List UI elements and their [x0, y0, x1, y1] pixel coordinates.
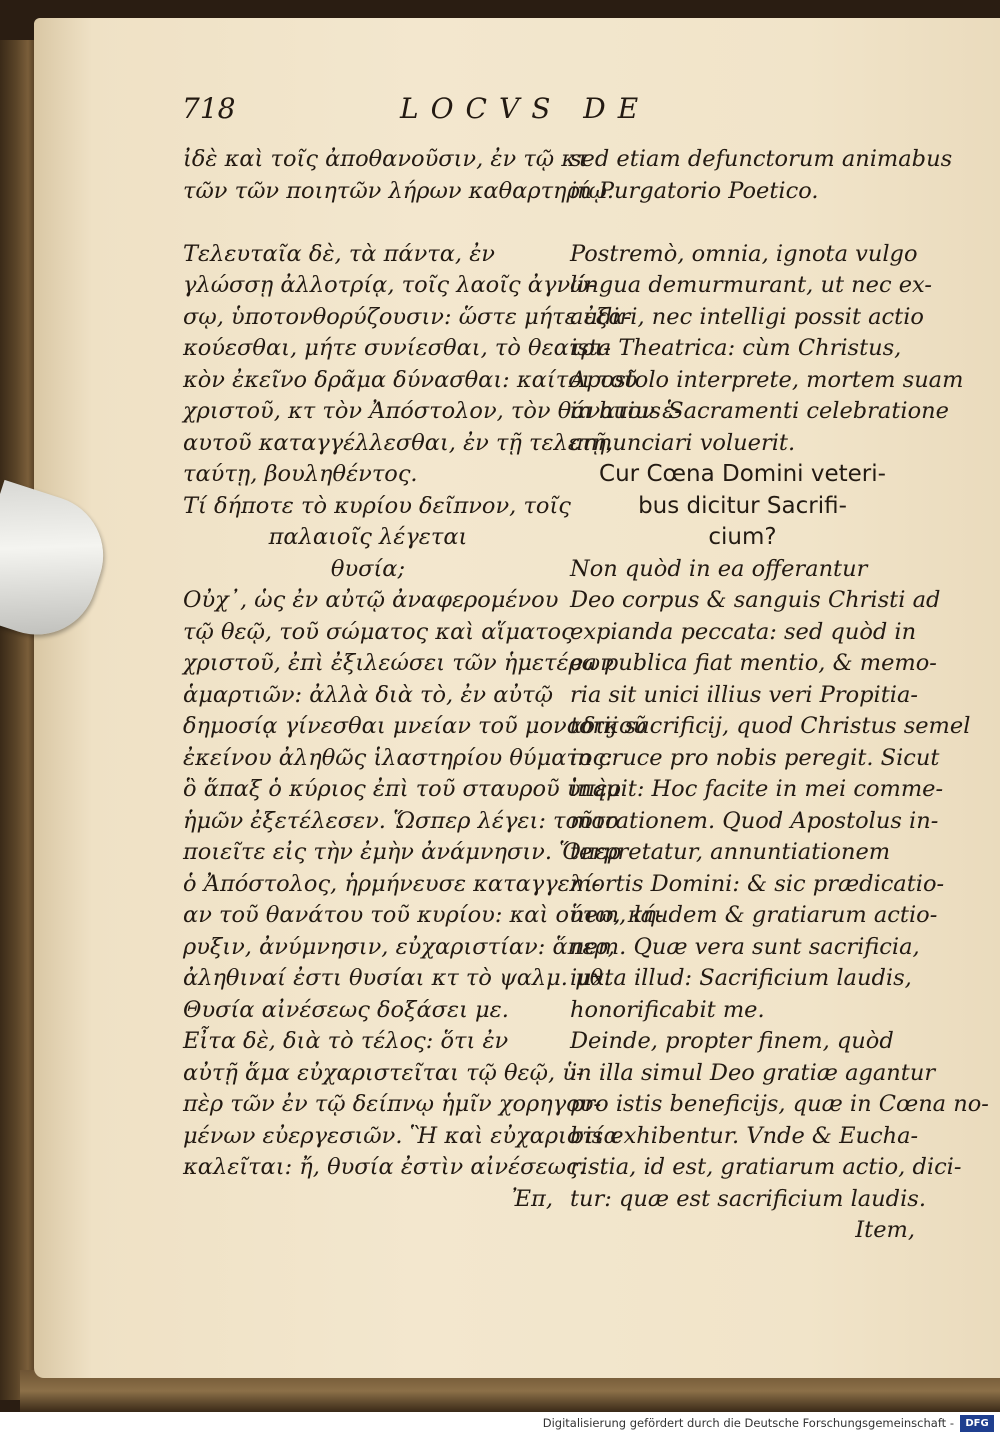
dfg-logo: DFG: [960, 1415, 994, 1432]
latin-text-line: in Purgatorio Poetico.: [570, 177, 819, 204]
greek-text-line: ἰδὲ καὶ τοῖς ἀποθανοῦσιν, ἐν τῷ κτ: [183, 146, 589, 172]
greek-text-line: γλώσσῃ ἀλλοτρίᾳ, τοῖς λαοῖς ἀγνώ-: [183, 272, 597, 298]
latin-text-line: iuxta illud: Sacrificium laudis,: [570, 965, 912, 991]
catchword: Item,: [855, 1217, 915, 1243]
section-heading-line: bus dicitur Sacrifi-: [638, 492, 847, 519]
latin-text-line: morationem. Quod Apostolus in-: [570, 807, 939, 834]
greek-text-line: Τί δήποτε τὸ κυρίου δεῖπνον, τοῖς: [183, 492, 571, 519]
greek-text-line: χριστοῦ, ἐπὶ ἐξιλεώσει τῶν ἡμετέρων: [183, 650, 614, 676]
greek-text-line: ἐκείνου ἀληθῶς ἱλαστηρίου θύματος:: [183, 744, 613, 771]
latin-text-line: terpretatur, annuntiationem: [570, 839, 891, 865]
greek-text-line: Οὐχ᾽, ὡς ἐν αὐτῷ ἀναφερομένου: [183, 587, 559, 613]
page-number: 718: [182, 92, 236, 125]
latin-text-line: in cruce pro nobis peregit. Sicut: [570, 744, 940, 771]
latin-text-line: tur: quæ est sacrificium laudis.: [570, 1185, 926, 1212]
latin-text-line: ristia, id est, gratiarum actio, dici-: [570, 1154, 962, 1180]
greek-text-line: θυσία;: [330, 555, 406, 582]
page-header: [0, 92, 1000, 132]
latin-text-line: mortis Domini: & sic prædicatio-: [570, 870, 945, 897]
latin-text-line: Non quòd in ea offerantur: [570, 555, 868, 582]
greek-text-line: αὐτῇ ἅμα εὐχαριστεῖται τῷ θεῷ, ὑ-: [183, 1059, 584, 1086]
greek-text-line: Θυσία αἰνέσεως δοξάσει με.: [183, 996, 509, 1023]
greek-text-line: χριστοῦ, κτ τὸν Ἀπόστολον, τὸν θάνατον ἑ-: [183, 398, 682, 424]
latin-text-line: in illa simul Deo gratiæ agantur: [570, 1059, 936, 1086]
greek-text-line: μένων εὐεργεσιῶν. Ἣ καὶ εὐχαριστία: [183, 1122, 619, 1149]
greek-text-line: ἡμῶν ἐξετέλεσεν. Ὥσπερ λέγει: τοῦτο: [183, 807, 619, 834]
latin-text-line: ria sit unici illius veri Propitia-: [570, 681, 918, 708]
latin-text-line: Deo corpus & sanguis Christi ad: [570, 587, 941, 613]
greek-text-line: [183, 207, 553, 239]
greek-text-line: αυτοῦ καταγγέλλεσθαι, ἐν τῇ τελετῇ,: [183, 429, 613, 456]
latin-text-line: inquit: Hoc facite in mei comme-: [570, 776, 944, 802]
latin-text-line: Apostolo interprete, mortem suam: [570, 366, 964, 393]
greek-text-line: ὁ Ἀπόστολος, ἡρμήνευσε καταγγελί-: [183, 870, 601, 897]
greek-text-line: Τελευταῖα δὲ, τὰ πάντα, ἐν: [183, 240, 495, 267]
section-heading-line: Cur Cœna Domini veteri-: [599, 461, 886, 487]
latin-text-line: expianda peccata: sed quòd in: [570, 618, 917, 645]
greek-text-line: τῶν τῶν ποιητῶν λήρων καθαρτηρίῳ.: [183, 177, 615, 204]
greek-text-line: ποιεῖτε εἰς τὴν ἐμὴν ἀνάμνησιν. Ὅπερ: [183, 839, 621, 865]
latin-text-line: Deinde, propter finem, quòd: [570, 1028, 894, 1054]
latin-text-line: in huius Sacramenti celebratione: [570, 398, 949, 424]
greek-text-line: αν τοῦ θανάτου τοῦ κυρίου: καὶ οὕτω, κή-: [183, 902, 664, 928]
greek-text-line: κὸν ἐκεῖνο δρᾶμα δύνασθαι: καίτοι τοῦ: [183, 366, 638, 393]
greek-text-line: ρυξιν, ἀνύμνησιν, εὐχαριστίαν: ἅπερ,: [183, 933, 615, 960]
greek-text-line: Εἶτα δὲ, διὰ τὸ τέλος: ὅτι ἐν: [183, 1028, 509, 1054]
greek-text-line: σῳ, ὑποτονθορύζουσιν: ὥστε μήτε ἐξα-: [183, 303, 632, 330]
latin-text-line: lingua demurmurant, ut nec ex-: [570, 272, 932, 298]
latin-text-line: bis exhibentur. Vnde & Eucha-: [570, 1122, 919, 1149]
latin-text-line: pro istis beneficijs, quæ in Cœna no-: [570, 1091, 989, 1117]
greek-text-line: δημοσίᾳ γίνεσθαι μνείαν τοῦ μοναδικοῦ: [183, 713, 647, 739]
latin-text-line: Postremò, omnia, ignota vulgo: [570, 240, 918, 267]
catchword: Ἐπ,: [511, 1185, 553, 1212]
latin-text-line: ea publica fiat mentio, & memo-: [570, 650, 937, 676]
greek-text-line: παλαιοῖς λέγεται: [268, 524, 468, 550]
latin-column: [570, 144, 989, 1247]
greek-text-line: ὃ ἅπαξ ὁ κύριος ἐπὶ τοῦ σταυροῦ ὑπὲρ: [183, 776, 621, 802]
greek-text-line: καλεῖται: ἤ, θυσία ἐστὶν αἰνέσεως.: [183, 1154, 586, 1180]
greek-text-line: ἁμαρτιῶν: ἀλλὰ διὰ τὸ, ἐν αὐτῷ: [183, 681, 553, 708]
section-heading-line: cium?: [708, 524, 777, 550]
running-title: LOCVS DE: [400, 92, 651, 125]
latin-text-line: torij sacrificij, quod Christus semel: [570, 713, 971, 739]
footer-bar: [0, 1412, 1000, 1436]
latin-text-line: ista Theatrica: cùm Christus,: [570, 335, 902, 361]
greek-text-line: κούεσθαι, μήτε συνίεσθαι, τὸ θεατρι-: [183, 335, 611, 361]
latin-text-line: sed etiam defunctorum animabus: [570, 146, 953, 172]
greek-text-line: ταύτῃ, βουληθέντος.: [183, 461, 418, 487]
latin-text-line: nem. Quæ vera sunt sacrificia,: [570, 933, 920, 960]
latin-text-line: honorificabit me.: [570, 996, 765, 1023]
greek-text-line: τῷ θεῷ, τοῦ σώματος καὶ αἵματος: [183, 618, 574, 645]
greek-text-line: ἀληθιναί ἐστι θυσίαι κτ τὸ ψαλμ. μθ.: [183, 965, 611, 991]
footer-credit: Digitalisierung gefördert durch die Deutsche Forschungsgemeinschaft -: [542, 1416, 954, 1430]
latin-text-line: audiri, nec intelligi possit actio: [570, 303, 924, 330]
latin-text-line: nem, laudem & gratiarum actio-: [570, 902, 938, 928]
latin-text-line: [570, 207, 915, 239]
latin-text-line: annunciari voluerit.: [570, 429, 796, 456]
greek-text-line: πὲρ τῶν ἐν τῷ δείπνῳ ἡμῖν χορηγου-: [183, 1091, 602, 1117]
